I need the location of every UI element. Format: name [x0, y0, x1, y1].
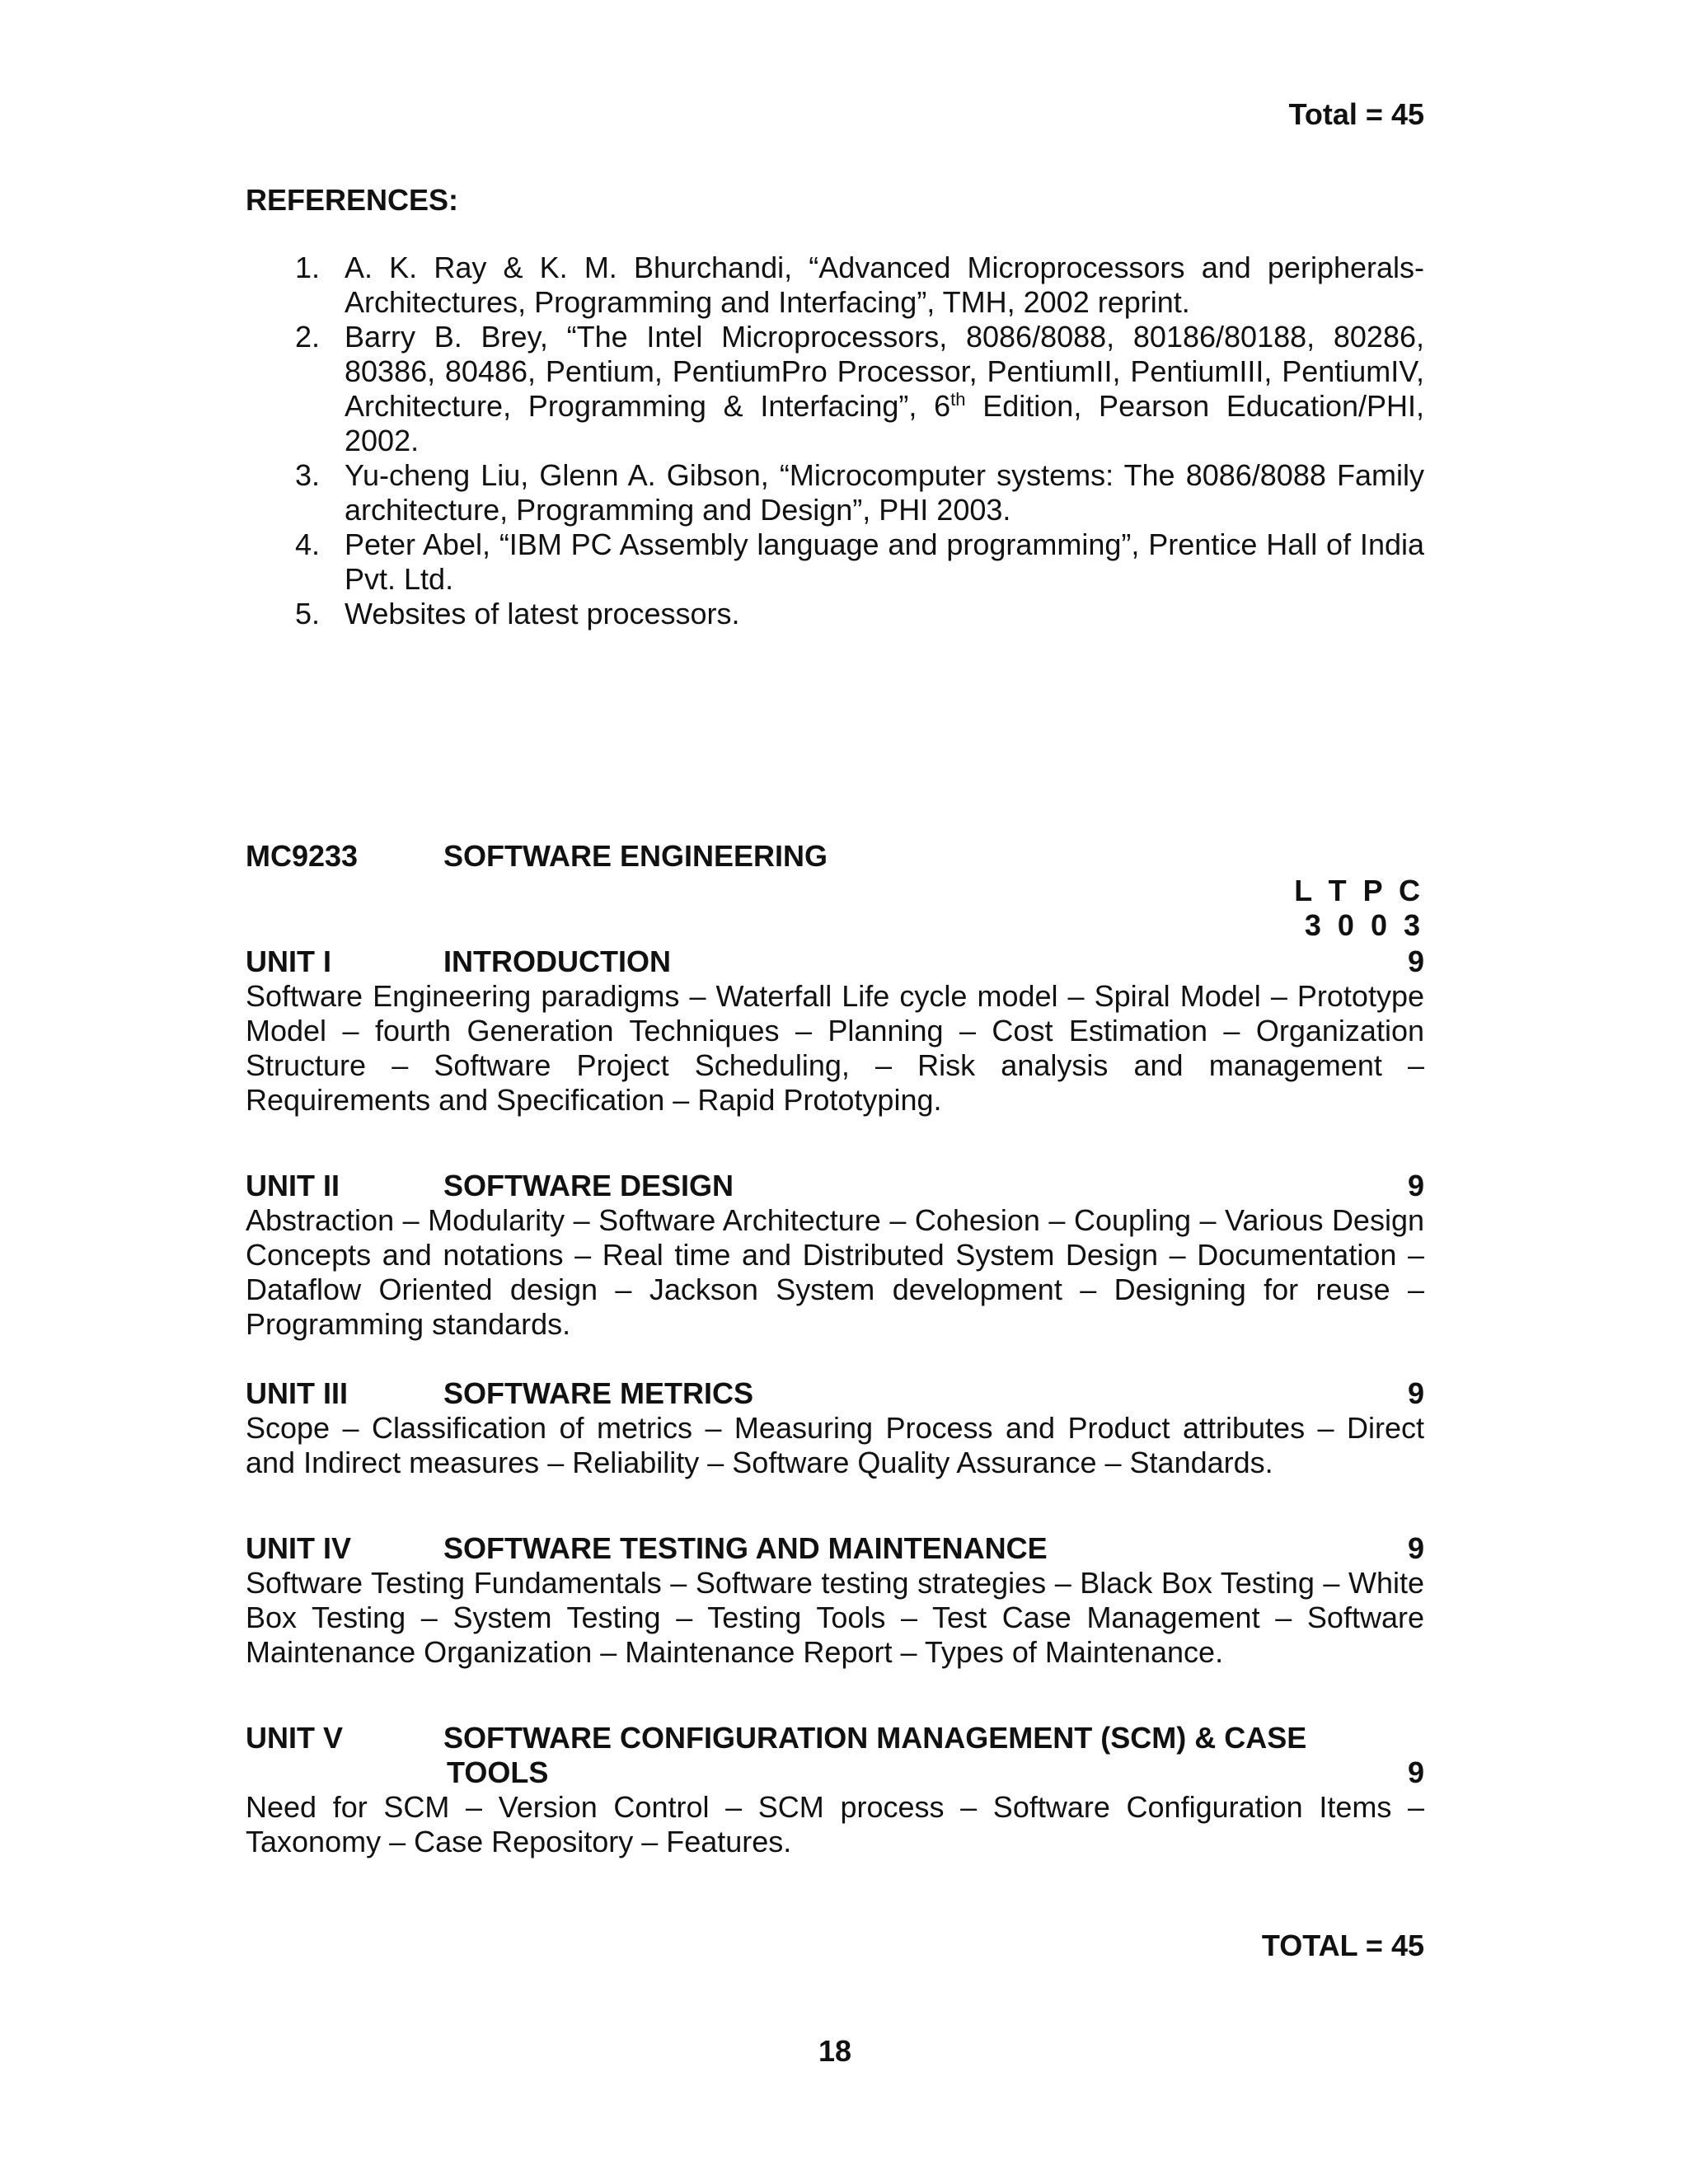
reference-item [246, 527, 1424, 597]
reference-number: 5. [295, 597, 321, 630]
reference-number: 4. [295, 527, 321, 561]
unit-heading [246, 1376, 1424, 1411]
unit-section [246, 1721, 1424, 1859]
document-page [246, 0, 1424, 2184]
reference-number: 1. [295, 251, 321, 284]
reference-text: A. K. Ray & K. M. Bhurchandi, “Advanced Microprocessors and peripherals- Architectures, Programming and Interfacing”, TMH, 2002 reprint. [345, 251, 1424, 319]
ltpc-values: 3 0 0 3 [1304, 908, 1424, 942]
unit-hours: 9 [1407, 1376, 1424, 1410]
unit-section [246, 1531, 1424, 1670]
total-hours-top: Total = 45 [1288, 97, 1424, 131]
unit-heading [246, 1531, 1424, 1566]
unit-body: Need for SCM – Version Control – SCM process – Software Configuration Items – Taxonomy – Case Repository – Features. [246, 1790, 1424, 1858]
unit-body: Software Testing Fundamentals – Software testing strategies – Black Box Testing – White Box Testing – System Testing – Testing Tools – Test Case Management – Software Maintenance Organization – Maintenance Report – Types of Maintenance. [246, 1566, 1424, 1669]
unit-body: Software Engineering paradigms – Waterfall Life cycle model – Spiral Model – Prototype Model – fourth Generation Techniques – Planning – Cost Estimation – Organization Structure – Software Project Scheduling, – Risk analysis and management – Requirements and Specification – Rapid Prototyping. [246, 979, 1424, 1117]
unit-section [246, 1376, 1424, 1480]
unit-number: UNIT IV [246, 1531, 352, 1565]
unit-number: UNIT III [246, 1376, 348, 1410]
reference-item [246, 597, 1424, 631]
reference-superscript: th [950, 389, 966, 410]
unit-section [246, 1169, 1424, 1342]
reference-text: Yu-cheng Liu, Glenn A. Gibson, “Microcomputer systems: The 8086/8088 Family architecture, Programming and Design”, PHI 2003. [345, 458, 1424, 527]
references-heading: REFERENCES: [246, 183, 459, 217]
unit-hours: 9 [1407, 1531, 1424, 1565]
reference-number: 2. [295, 320, 321, 354]
unit-title: SOFTWARE METRICS [443, 1376, 753, 1410]
reference-item [246, 458, 1424, 527]
reference-text-continued: Edition, Pearson Education/PHI, 2002. [345, 389, 1424, 457]
reference-item [246, 251, 1424, 320]
unit-title: SOFTWARE CONFIGURATION MANAGEMENT (SCM) & CASE [443, 1721, 1307, 1755]
unit-title: SOFTWARE DESIGN [443, 1169, 734, 1202]
unit-body: Scope – Classification of metrics – Measuring Process and Product attributes – Direct and Indirect measures – Reliability – Software Quality Assurance – Standards. [246, 1411, 1424, 1479]
reference-item [246, 320, 1424, 458]
page-number: 18 [818, 2034, 852, 2068]
reference-text: Peter Abel, “IBM PC Assembly language and programming”, Prentice Hall of India Pvt. Ltd. [345, 527, 1424, 596]
unit-number: UNIT V [246, 1721, 344, 1755]
unit-number: UNIT I [246, 944, 331, 978]
unit-heading [246, 944, 1424, 979]
reference-text: Websites of latest processors. [345, 597, 740, 630]
total-hours-bottom: TOTAL = 45 [1261, 1929, 1424, 1962]
references-list [246, 251, 1424, 631]
unit-hours: 9 [1407, 1755, 1424, 1789]
unit-number: UNIT II [246, 1169, 340, 1202]
ltpc-label: L T P C [1294, 874, 1424, 907]
unit-title-continued: TOOLS [447, 1755, 549, 1789]
reference-text: Barry B. Brey, “The Intel Microprocessors, 8086/8088, 80186/80188, 80286, 80386, 80486, Pentium, PentiumPro Processor, PentiumII, PentiumIII, PentiumIV, Architecture, Programming & Interfacing”, 6 [345, 320, 1424, 423]
unit-hours: 9 [1407, 1169, 1424, 1202]
reference-number: 3. [295, 458, 321, 492]
course-code: MC9233 [246, 839, 359, 873]
unit-title: INTRODUCTION [443, 944, 671, 978]
unit-title: SOFTWARE TESTING AND MAINTENANCE [443, 1531, 1048, 1565]
unit-hours: 9 [1407, 944, 1424, 978]
unit-heading [246, 1721, 1424, 1790]
unit-body: Abstraction – Modularity – Software Architecture – Cohesion – Coupling – Various Design Concepts and notations – Real time and Distributed System Design – Documentation – Dataflow Oriented design – Jackson System development – Designing for reuse – Programming standards. [246, 1203, 1424, 1341]
unit-section [246, 944, 1424, 1118]
course-title: SOFTWARE ENGINEERING [443, 839, 828, 873]
unit-heading [246, 1169, 1424, 1203]
